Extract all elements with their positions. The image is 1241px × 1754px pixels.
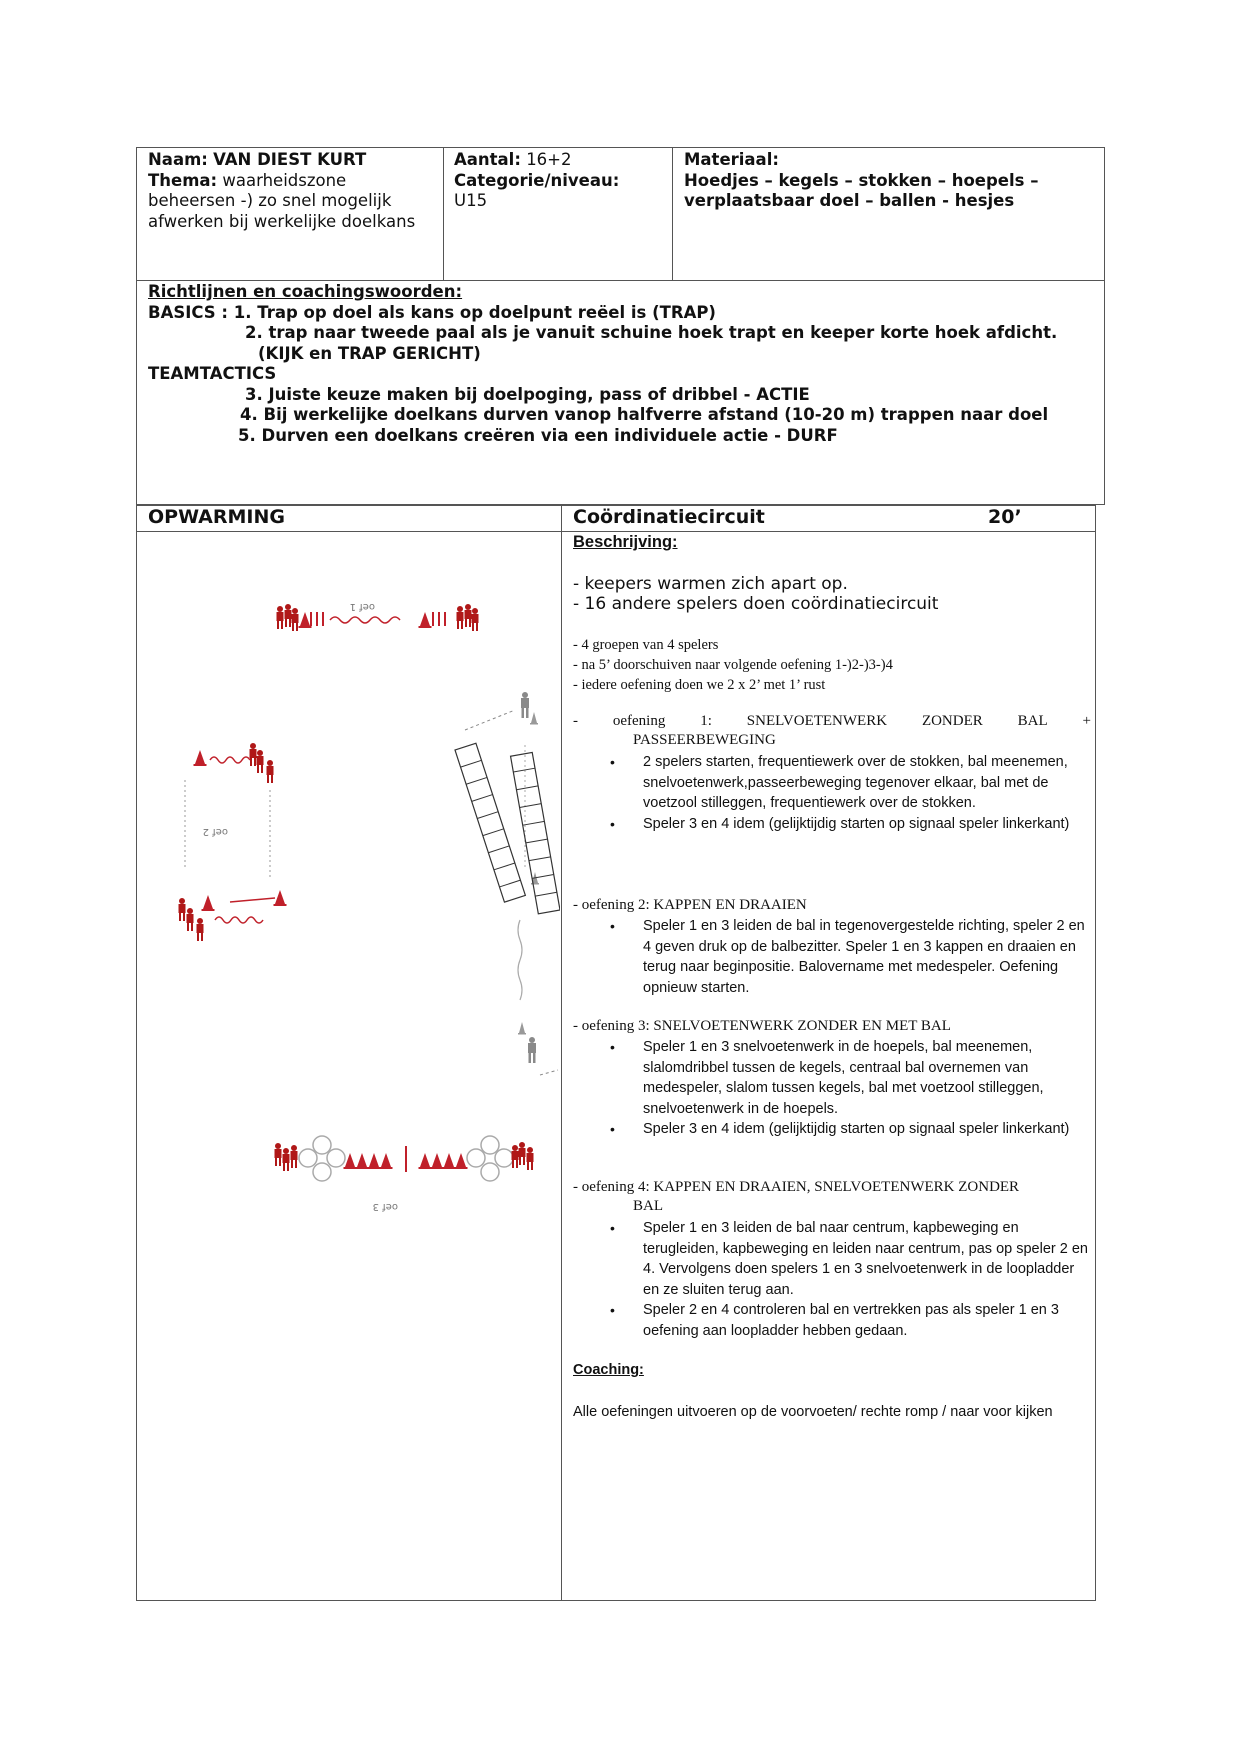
header-divider-1 [443,147,444,281]
tt-line-3: 3. Juiste keuze maken bij doelpoging, pass of dribbel - ACTIE [245,384,810,404]
materiaal-line-1: Hoedjes – kegels – stokken – hoepels – [684,170,1039,190]
intro-1: - keepers warmen zich apart op. [573,574,848,594]
ex4-title-cont: BAL [633,1198,663,1214]
ex3-bullet-1: • Speler 1 en 3 snelvoetenwerk in de hoepels, bal meenemen, slalomdribbel tussen de kegels, centraal bal overnemen van medespeler, slalom tussen kegels, bal met voetzool stilleggen, snelvoetenwerk in de hoepels. [573,1037,1093,1119]
naam-label: Naam: [148,150,208,169]
header-cell-materiaal [684,150,1099,212]
basics-line-1: BASICS : 1. Trap op doel als kans op doelpunt reëel is (TRAP) [148,302,716,322]
oef1-label: oef 1 [349,601,375,612]
ex1-bullet-1: • 2 spelers starten, frequentiewerk over de stokken, bal meenemen, snelvoetenwerk,passeerbeweging tegenover elkaar, bal met de voetzool stilleggen, frequentiewerk over de stokken. [573,752,1093,814]
thema-value-1: waarheidszone [222,170,347,190]
header-divider-2 [672,147,673,281]
naam-value: VAN DIEST KURT [213,150,367,169]
ex1-title-cont: PASSEERBEWEGING [633,732,776,748]
org-1: - 4 groepen van 4 spelers [573,637,719,653]
oef1-group [277,601,479,631]
materiaal-line-2: verplaatsbaar doel – ballen - hesjes [684,191,1015,210]
section-left-title: OPWARMING [148,506,285,528]
org-2: - na 5’ doorschuiven naar volgende oefening 1-)2-)3-)4 [573,657,893,673]
ex2-bullet-1: • Speler 1 en 3 leiden de bal in tegenovergestelde richting, speler 2 en 4 geven druk op de balbezitter. Speler 1 en 3 kappen en draaien en terug naar beginpositie. Balovername met medespeler. Oefening opnieuw starten. [573,916,1093,998]
oef4-group [455,692,560,1075]
ex1-word-3: SNELVOETENWERK [746,713,888,729]
oef2-group [179,743,287,941]
section-duration: 20’ [988,506,1022,528]
oef2-label: oef 2 [202,826,228,837]
thema-value-3: afwerken bij werkelijke doelkans [148,211,416,231]
ex4-bullet-1: • Speler 1 en 3 leiden de bal naar centrum, kapbeweging en terugleiden, kapbeweging en leiden naar centrum, pas op speler 2 en 4. Vervolgens doen spelers 1 en 3 snelvoetenwerk in de loopladder en ze sluiten terug aan. [573,1218,1093,1300]
ex2-bullets [573,916,1093,998]
ex1-word-6: + [1082,713,1091,729]
coaching-text: Alle oefeningen uitvoeren op de voorvoeten/ rechte romp / naar voor kijken [573,1404,1053,1420]
materiaal-label: Materiaal: [684,150,779,169]
header-cell-aantal [454,150,669,212]
ex1-word-1: oefening [612,713,666,729]
thema-value-2: beheersen -) zo snel mogelijk [148,191,392,210]
ex2-title: - oefening 2: KAPPEN EN DRAAIEN [573,897,807,913]
oef3-group [275,1136,534,1212]
coaching-title: Coaching: [573,1362,644,1378]
aantal-label: Aantal: [454,150,521,169]
main-column-divider [561,505,562,1601]
basics-line-3: (KIJK en TRAP GERICHT) [258,343,481,363]
aantal-value: 16+2 [526,150,572,169]
org-3: - iedere oefening doen we 2 x 2’ met 1’ rust [573,677,826,693]
ex1-dash: - [573,713,578,729]
thema-label: Thema: [148,170,218,190]
ex3-bullet-2: • Speler 3 en 4 idem (gelijktijdig starten op signaal speler linkerkant) [573,1119,1093,1140]
ex4-bullets [573,1218,1093,1341]
drill-diagram [170,580,560,1250]
ex1-bullet-2: • Speler 3 en 4 idem (gelijktijdig starten op signaal speler linkerkant) [573,814,1093,835]
ex3-title: - oefening 3: SNELVOETENWERK ZONDER EN MET BAL [573,1018,951,1034]
ex4-bullet-2: • Speler 2 en 4 controleren bal en vertrekken pas als speler 1 en 3 oefening aan loopladder hebben gedaan. [573,1300,1093,1341]
intro-block [573,574,1083,614]
ex1-word-5: BAL [1017,713,1048,729]
intro-2: - 16 andere spelers doen coördinatiecircuit [573,594,939,614]
org-block [573,635,1083,695]
section-right-title: Coördinatiecircuit [573,506,765,528]
ex1-bullets [573,752,1093,834]
guidelines-title: Richtlijnen en coachingswoorden: [148,282,463,301]
teamtactics-label: TEAMTACTICS [148,364,277,383]
tt-line-4: 4. Bij werkelijke doelkans durven vanop halfverre afstand (10-20 m) trappen naar doel [240,405,1049,424]
ex1-title-row [573,712,1091,731]
header-cell-naam [148,150,438,232]
oef3-label: oef 3 [372,1201,398,1212]
categorie-label: Categorie/niveau: [454,170,620,190]
tt-line-5: 5. Durven een doelkans creëren via een individuele actie - DURF [238,425,838,445]
categorie-value: U15 [454,191,488,210]
basics-line-2: 2. trap naar tweede paal als je vanuit schuine hoek trapt en keeper korte hoek afdicht. [245,323,1058,342]
ex4-title: - oefening 4: KAPPEN EN DRAAIEN, SNELVOETENWERK ZONDER [573,1179,1020,1195]
guidelines-content [148,282,1098,446]
ex3-bullets [573,1037,1093,1140]
description-title: Beschrijving: [573,533,678,551]
ex1-word-2: 1: [700,713,712,729]
ex1-word-4: ZONDER [921,713,983,729]
